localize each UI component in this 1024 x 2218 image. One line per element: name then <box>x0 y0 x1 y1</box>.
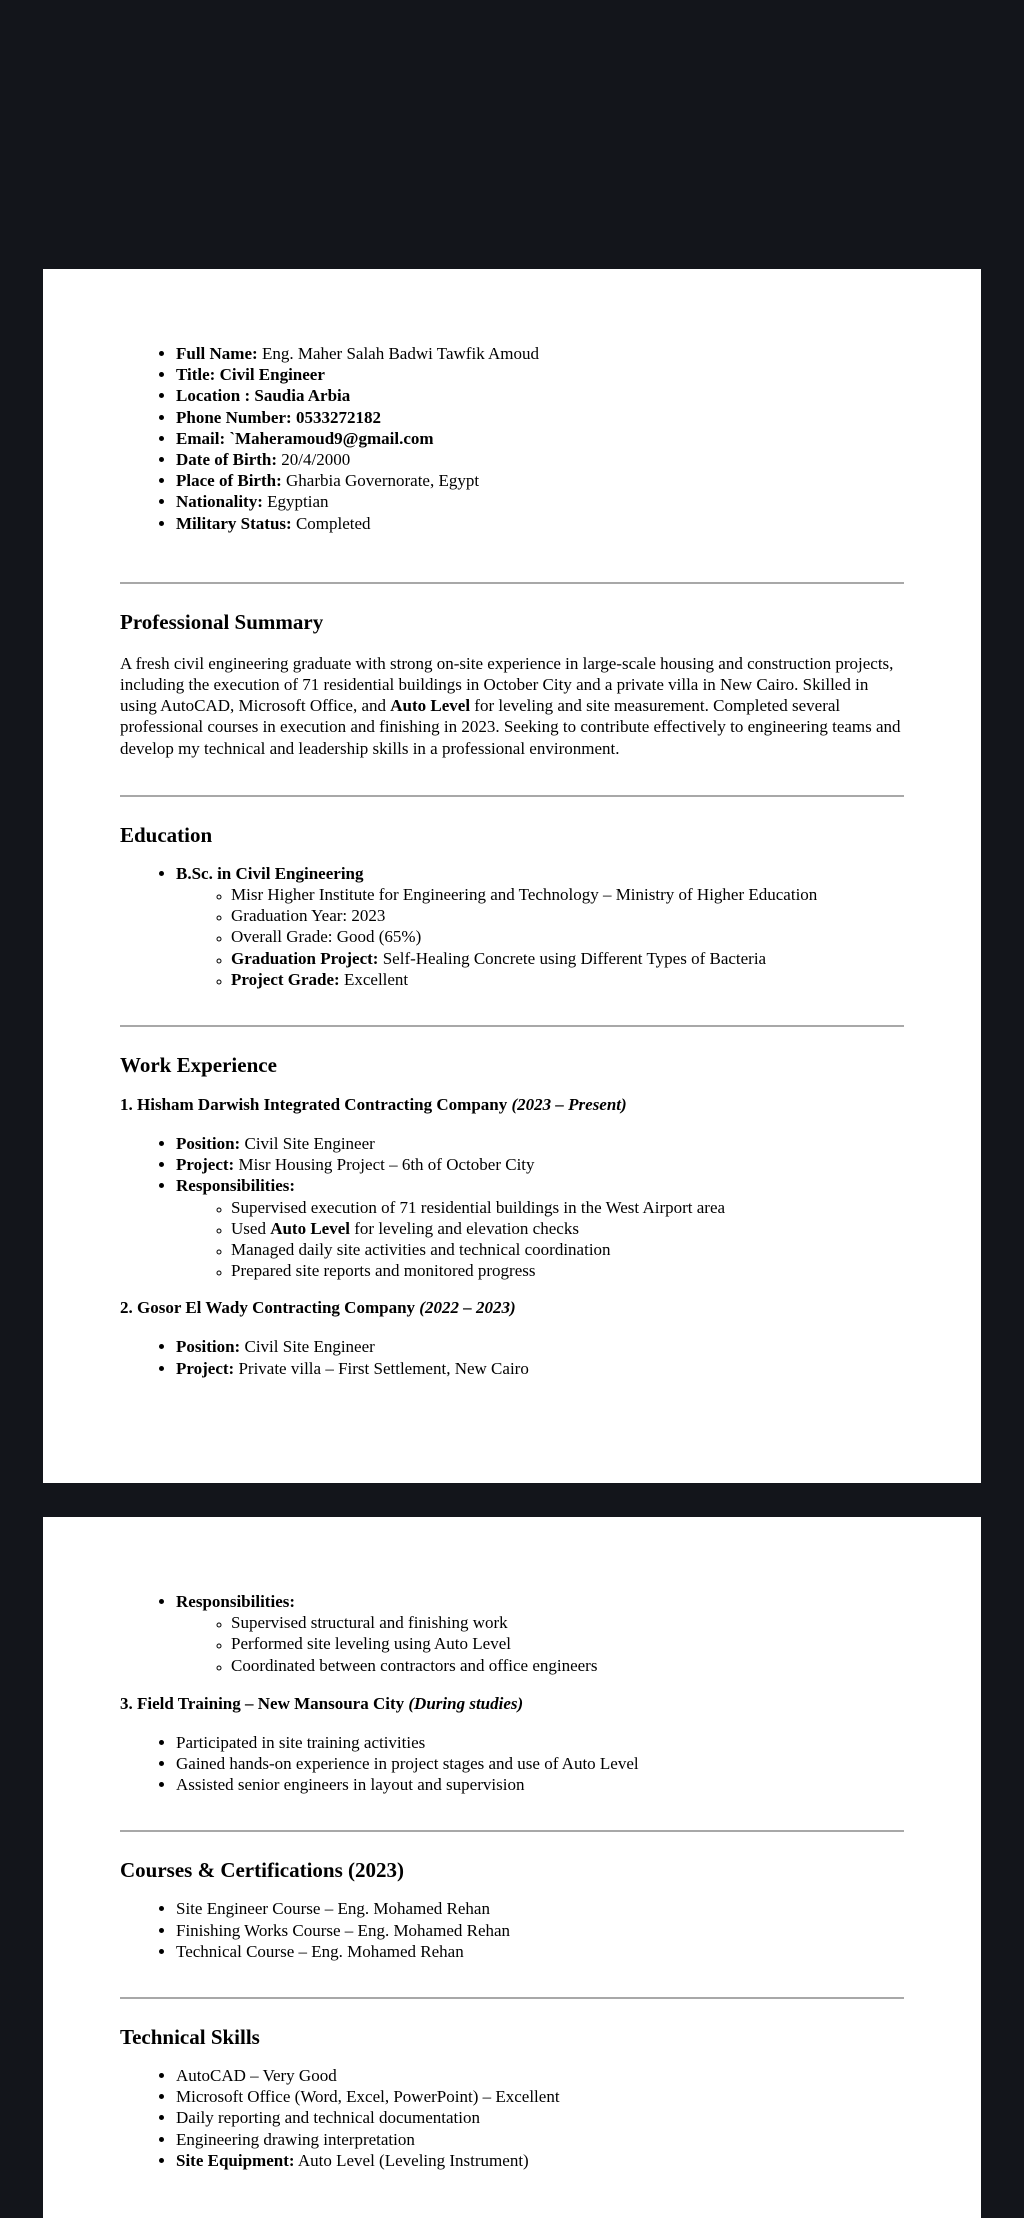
education-degree <box>176 863 904 990</box>
skill-item: • Engineering drawing interpretation <box>176 2129 904 2150</box>
courses-heading: Courses & Certifications (2023) <box>120 1858 405 1883</box>
job-period: (2022 – 2023) <box>419 1298 516 1318</box>
education-project-grade <box>231 969 904 990</box>
section-divider <box>120 1025 904 1027</box>
work-heading: Work Experience <box>120 1053 277 1078</box>
personal-info-location <box>176 385 904 406</box>
personal-info-dob <box>176 449 904 470</box>
summary-text <box>120 653 904 759</box>
skills-heading: Technical Skills <box>120 2025 260 2050</box>
job-period: (2023 – Present) <box>511 1095 627 1115</box>
course-item: • Technical Course – Eng. Mohamed Rehan <box>176 1941 904 1962</box>
skill-item: • Microsoft Office (Word, Excel, PowerPoint) – Excellent <box>176 2086 904 2107</box>
job1-responsibility-list <box>176 1197 904 1282</box>
skill-item <box>176 2150 904 2171</box>
skill-item: • Daily reporting and technical documentation <box>176 2107 904 2128</box>
text: Used <box>231 1218 271 1238</box>
job1-responsibilities <box>176 1175 904 1281</box>
label: Phone Number: 0533272182 <box>176 407 381 427</box>
label: Email: `Maheramoud9@gmail.com <box>176 428 434 448</box>
education-graduation-year: ◦ Graduation Year: 2023 <box>231 905 904 926</box>
personal-info-military <box>176 513 904 534</box>
text-bold: Auto Level <box>270 1218 350 1238</box>
label: Military Status: <box>176 513 292 533</box>
section-divider <box>120 1997 904 1999</box>
responsibility-item: ◦ Prepared site reports and monitored progress <box>231 1260 904 1281</box>
education-heading: Education <box>120 822 213 847</box>
summary-text-part: A fresh civil engineering graduate with strong on-site experience in large-scale housing and construction projects, including the execution of 71 residential buildings in October City and a private villa in New Cairo. Skilled in using AutoCAD, Microsoft Office, and <box>120 653 894 716</box>
courses-list <box>120 1898 904 1962</box>
value: Auto Level (Leveling Instrument) <box>294 2150 529 2170</box>
education-institute: ◦ Misr Higher Institute for Engineering and Technology – Ministry of Higher Education <box>231 884 904 905</box>
degree-label: B.Sc. in Civil Engineering <box>176 863 364 883</box>
label: Position: <box>176 1337 241 1357</box>
personal-info-email <box>176 428 904 449</box>
personal-info-full-name <box>176 343 904 364</box>
value: Gharbia Governorate, Egypt <box>281 471 480 491</box>
personal-info-phone <box>176 407 904 428</box>
label: Site Equipment: <box>176 2150 295 2170</box>
label: Project Grade: <box>231 969 340 989</box>
summary-text-bold: Auto Level <box>390 696 471 716</box>
job1-position <box>176 1133 904 1154</box>
responsibility-item <box>231 1218 904 1239</box>
label: Project: <box>176 1358 235 1378</box>
label: Date of Birth: <box>176 450 278 470</box>
job2-position <box>176 1336 904 1357</box>
section-divider <box>120 1830 904 1832</box>
job1-project <box>176 1154 904 1175</box>
resume-page-2 <box>43 1517 981 2218</box>
resume-page-1 <box>43 269 981 1483</box>
label: Project: <box>176 1155 235 1175</box>
personal-info-title <box>176 364 904 385</box>
education-overall-grade: ◦ Overall Grade: Good (65%) <box>231 926 904 947</box>
value: Egyptian <box>262 492 329 512</box>
personal-info-nationality <box>176 491 904 512</box>
list-item: • Gained hands-on experience in project stages and use of Auto Level <box>176 1753 904 1774</box>
responsibility-item: ◦ Managed daily site activities and technical coordination <box>231 1239 904 1260</box>
job2-title <box>120 1297 904 1319</box>
label: Location : Saudia Arbia <box>176 386 351 406</box>
job2-responsibility-list <box>176 1612 904 1676</box>
job-period: (During studies) <box>408 1693 524 1713</box>
value: Completed <box>291 513 371 533</box>
list-item: • Assisted senior engineers in layout and supervision <box>176 1774 904 1795</box>
job2-project <box>176 1358 904 1379</box>
skill-item: • AutoCAD – Very Good <box>176 2065 904 2086</box>
list-item: • Participated in site training activities <box>176 1732 904 1753</box>
personal-info-pob <box>176 470 904 491</box>
label: Nationality: <box>176 492 263 512</box>
label: Responsibilities: <box>176 1592 296 1611</box>
label: Title: Civil Engineer <box>176 365 325 385</box>
job1-details <box>120 1133 904 1281</box>
label: Position: <box>176 1134 241 1154</box>
responsibility-item: ◦ Supervised execution of 71 residential buildings in the West Airport area <box>231 1197 904 1218</box>
company-name: 3. Field Training – New Mansoura City <box>120 1693 409 1713</box>
section-divider <box>120 582 904 584</box>
value: Self-Healing Concrete using Different Types of Bacteria <box>378 948 767 968</box>
value: 20/4/2000 <box>277 450 351 470</box>
education-details <box>176 884 904 990</box>
job2-details-continued <box>120 1591 904 1676</box>
course-item: • Site Engineer Course – Eng. Mohamed Rehan <box>176 1898 904 1919</box>
summary-text-part: for leveling and site measurement. Completed several professional courses in execution and finishing in 2023. Seeking to contribute effectively to engineering teams and develop my technical and leadership skills in a professional environment. <box>120 696 901 758</box>
label: Place of Birth: <box>176 471 282 491</box>
job1-title <box>120 1094 904 1116</box>
company-name: 2. Gosor El Wady Contracting Company <box>120 1298 420 1318</box>
label: Graduation Project: <box>231 948 379 968</box>
course-item: • Finishing Works Course – Eng. Mohamed Rehan <box>176 1920 904 1941</box>
value: Private villa – First Settlement, New Cairo <box>234 1358 529 1378</box>
responsibility-item: ◦ Supervised structural and finishing work <box>231 1612 904 1633</box>
label: Full Name: <box>176 344 258 363</box>
job2-details <box>120 1336 904 1378</box>
job3-details <box>120 1732 904 1796</box>
value: Misr Housing Project – 6th of October City <box>234 1155 535 1175</box>
company-name: 1. Hisham Darwish Integrated Contracting Company <box>120 1095 512 1115</box>
job2-responsibilities <box>176 1591 904 1676</box>
personal-info-list <box>120 343 904 534</box>
value: Excellent <box>339 969 409 989</box>
education-project <box>231 948 904 969</box>
value: Eng. Maher Salah Badwi Tawfik Amoud <box>257 344 540 363</box>
label: Responsibilities: <box>176 1176 296 1196</box>
value: Civil Site Engineer <box>240 1337 375 1357</box>
job3-title <box>120 1693 904 1715</box>
responsibility-item: ◦ Coordinated between contractors and office engineers <box>231 1655 904 1676</box>
value: Civil Site Engineer <box>240 1134 375 1154</box>
skills-list <box>120 2065 904 2171</box>
education-list <box>120 863 904 990</box>
section-divider <box>120 795 904 797</box>
text: for leveling and elevation checks <box>350 1218 579 1238</box>
summary-heading: Professional Summary <box>120 609 324 634</box>
responsibility-item: ◦ Performed site leveling using Auto Level <box>231 1633 904 1654</box>
